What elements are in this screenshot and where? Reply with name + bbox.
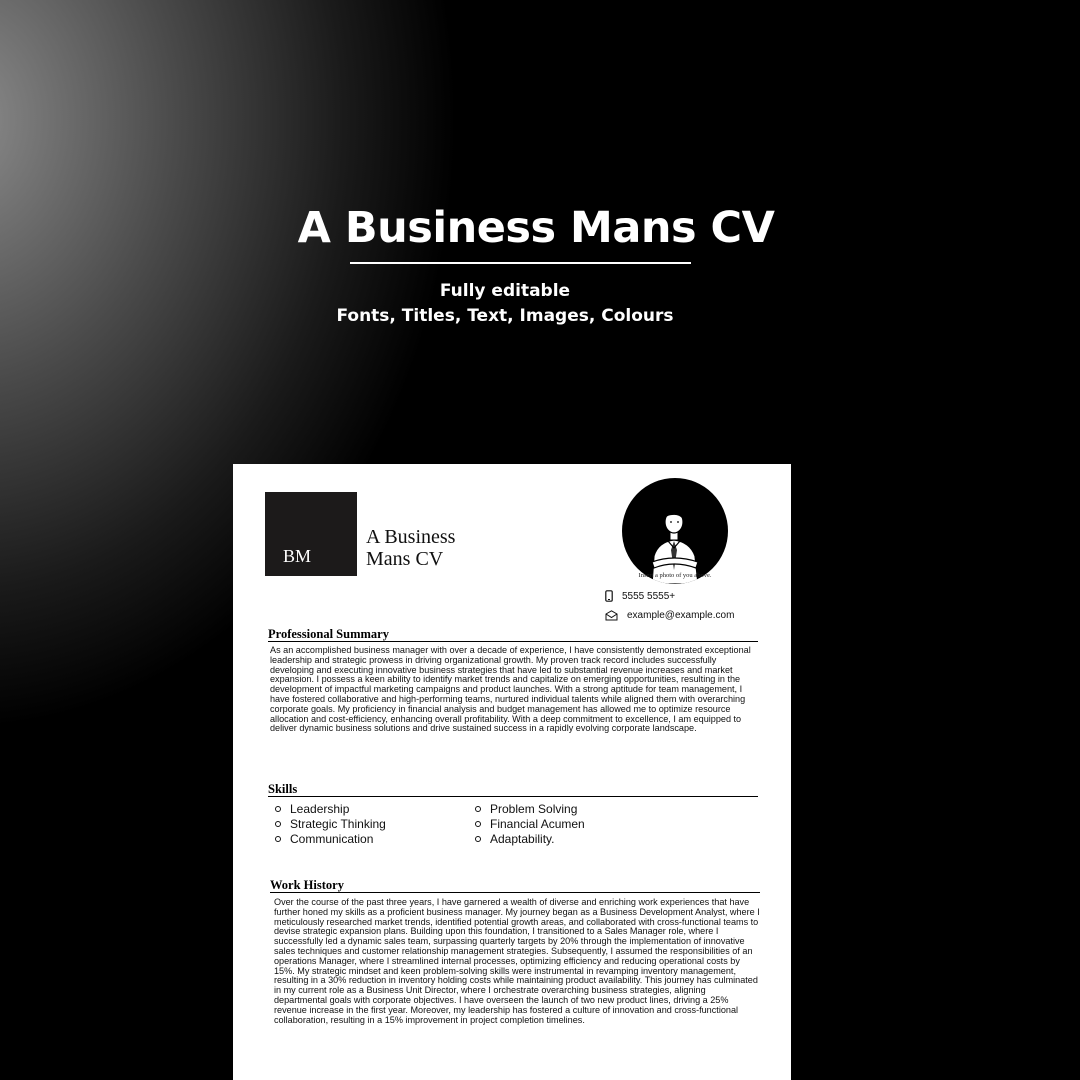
skill-item: Communication: [275, 832, 373, 846]
cv-title-line-2: Mans CV: [366, 548, 444, 570]
banner-title: A Business Mans CV: [297, 203, 775, 253]
bullet-icon: [475, 836, 481, 842]
cv-title: [366, 526, 455, 570]
bullet-icon: [275, 821, 281, 827]
bullet-icon: [275, 836, 281, 842]
email-address[interactable]: example@example.com: [627, 610, 735, 621]
skill-item: Leadership: [275, 802, 349, 816]
work-heading: Work History: [270, 878, 760, 893]
banner-subtitle-editable: Fully editable: [439, 281, 571, 301]
phone-number[interactable]: 5555 5555+: [622, 590, 676, 602]
phone-icon: [605, 590, 613, 602]
summary-heading: Professional Summary: [268, 627, 758, 642]
skill-item: Adaptability.: [475, 832, 554, 846]
skill-item: Problem Solving: [475, 802, 577, 816]
skill-item: Strategic Thinking: [275, 817, 386, 831]
cv-title-line-1: A Business: [366, 526, 456, 548]
skills-heading: Skills: [268, 782, 758, 797]
work-text: Over the course of the past three years, I have garnered a wealth of diverse and enriching work experiences that have further honed my skills as a proficient business manager. My journey began as a Business Development Analyst, where I meticulously researched market trends, identified potential growth areas, and collaborated with cross-functional teams to devise strategic expansion plans. Building upon this foundation, I transitioned to a Sales Manager role, where I successfully led a dynamic sales team, surpassing quarterly targets by 20% through the implementation of innovative sales techniques and customer relationship management strategies. Subsequently, I assumed the responsibilities of an operations Manager, where I streamlined internal processes, optimizing efficiency and reducing operational costs by 15%. My strategic mindset and keen problem-solving skills were instrumental in revamping inventory management, resulting in a 30% reduction in inventory holding costs while maintaining product availability. This journey has culminated in my current role as a Business Unit Director, where I orchestrate overarching business strategies, aligning departmental goals with corporate objectives. I have overseen the launch of two new product lines, driving a 25% revenue increase in the first year. Moreover, my leadership has fostered a culture of innovation and cross-functional collaboration, resulting in a 15% improvement in project completion timelines.: [274, 897, 760, 1025]
contact-phone: [605, 590, 675, 602]
profile-photo[interactable]: [622, 478, 728, 584]
summary-text: As an accomplished business manager with over a decade of experience, I have consistently demonstrated exceptional leadership and strategic prowess in driving organizational growth. My proven track record includes successfully developing and executing innovative business strategies that have led to substantial revenue increases and market expansion. I possess a keen ability to identify market trends and capitalize on emerging opportunities, resulting in the development of impactful marketing campaigns and product launches. With a strong aptitude for team management, I have fostered collaborative and high-performing teams, nurtured individual talents while aligned them with overarching corporate goals. My proficiency in financial analysis and budget management has allowed me to optimize resource allocation and cost-efficiency, enhancing overall profitability. With a deep commitment to excellence, I am equipped to deliver dynamic business solutions and drive sustained success in a rapidly evolving corporate landscape.: [270, 645, 751, 734]
logo-initials: BM: [283, 546, 312, 566]
photo-caption: Insert a photo of you above.: [638, 572, 712, 579]
contact-email: [605, 610, 734, 621]
bullet-icon: [275, 806, 281, 812]
banner-underline: [350, 262, 691, 264]
skill-item: Financial Acumen: [475, 817, 585, 831]
cv-page: [233, 464, 791, 1080]
bullet-icon: [475, 821, 481, 827]
person-photo-icon: [622, 478, 728, 584]
bullet-icon: [475, 806, 481, 812]
email-icon: [605, 610, 618, 621]
banner-subtitle-features: Fonts, Titles, Text, Images, Colours: [336, 306, 674, 326]
